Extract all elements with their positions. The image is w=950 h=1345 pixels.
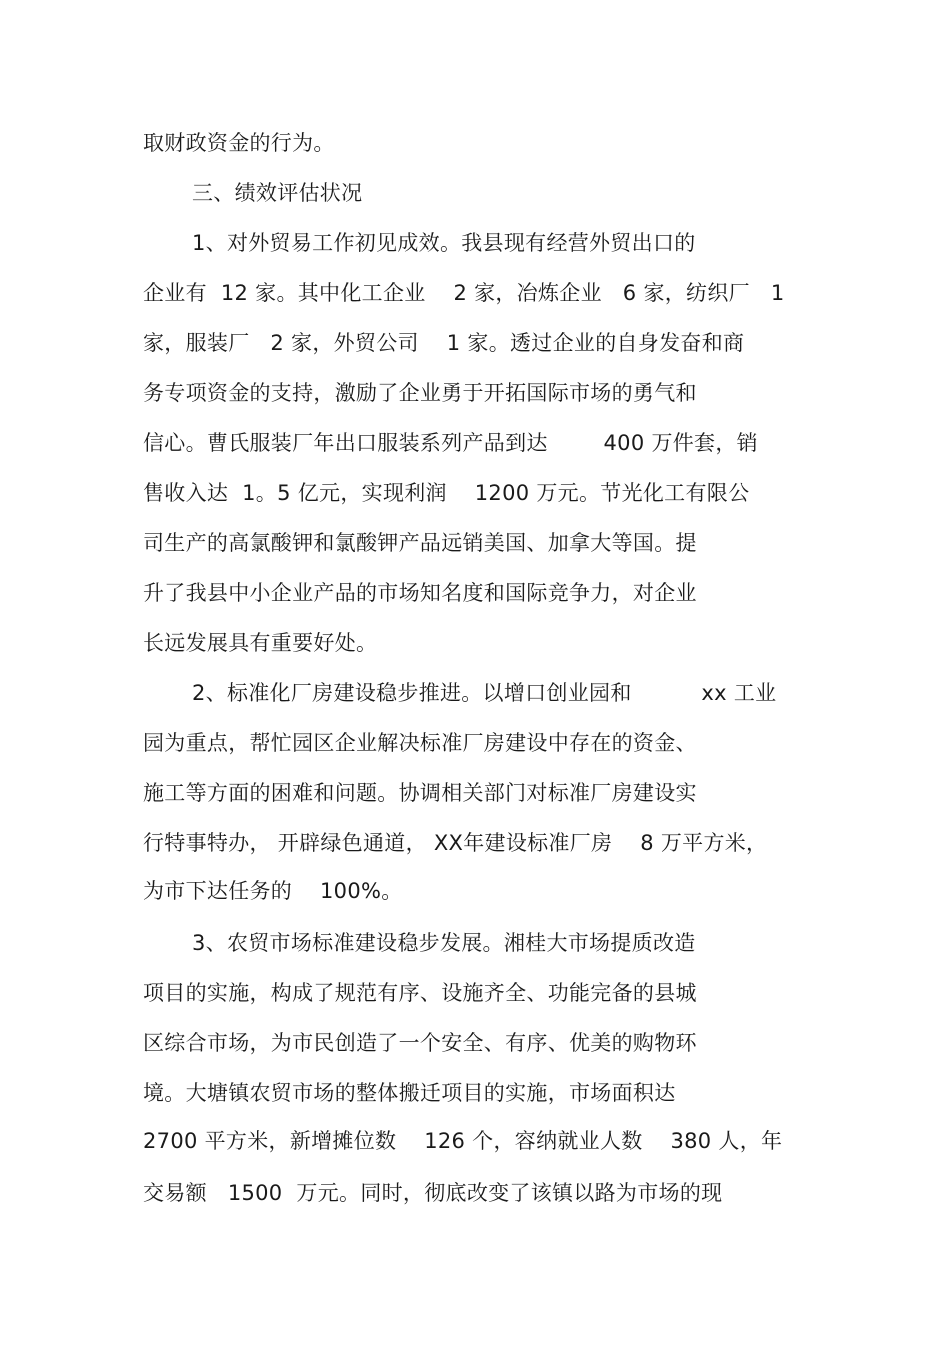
text-line: 境。大塘镇农贸市场的整体搬迁项目的实施，市场面积达 (143, 1081, 676, 1105)
text-line: 家，服装厂 2 家，外贸公司 1 家。透过企业的自身发奋和商 (143, 331, 745, 355)
text-line: 升了我县中小企业产品的市场知名度和国际竞争力，对企业 (143, 581, 697, 605)
paragraph-start: 2、标准化厂房建设稳步推进。以增口创业园和 xx 工业 (192, 681, 777, 705)
text-line: 司生产的高氯酸钾和氯酸钾产品远销美国、加拿大等国。提 (143, 531, 697, 555)
text-line: 项目的实施，构成了规范有序、设施齐全、功能完备的县城 (143, 981, 697, 1005)
text-line: 务专项资金的支持，激励了企业勇于开拓国际市场的勇气和 (143, 381, 697, 405)
text-line: 企业有 12 家。其中化工企业 2 家，冶炼企业 6 家，纺织厂 1 (143, 281, 785, 305)
text-line: 园为重点，帮忙园区企业解决标准厂房建设中存在的资金、 (143, 731, 697, 755)
text-line: 2700 平方米，新增摊位数 126 个，容纳就业人数 380 人，年 (143, 1129, 783, 1153)
text-line: 为市下达任务的 100%。 (143, 879, 403, 903)
section-heading: 三、绩效评估状况 (192, 181, 363, 205)
paragraph-start: 3、农贸市场标准建设稳步发展。湘桂大市场提质改造 (192, 931, 696, 955)
text-line: 区综合市场，为市民创造了一个安全、有序、优美的购物环 (143, 1031, 697, 1055)
text-line: 交易额 1500 万元。同时，彻底改变了该镇以路为市场的现 (143, 1181, 723, 1205)
text-line: 长远发展具有重要好处。 (143, 631, 378, 655)
text-line: 施工等方面的困难和问题。协调相关部门对标准厂房建设实 (143, 781, 697, 805)
text-line: 售收入达 1。5 亿元，实现利润 1200 万元。节光化工有限公 (143, 481, 750, 505)
text-line: 信心。曹氏服装厂年出口服装系列产品到达 400 万件套，销 (143, 431, 758, 455)
text-line: 取财政资金的行为。 (143, 131, 335, 155)
paragraph-start: 1、对外贸易工作初见成效。我县现有经营外贸出口的 (192, 231, 696, 255)
text-line: 行特事特办， 开辟绿色通道， XX年建设标准厂房 8 万平方米， (143, 831, 768, 855)
